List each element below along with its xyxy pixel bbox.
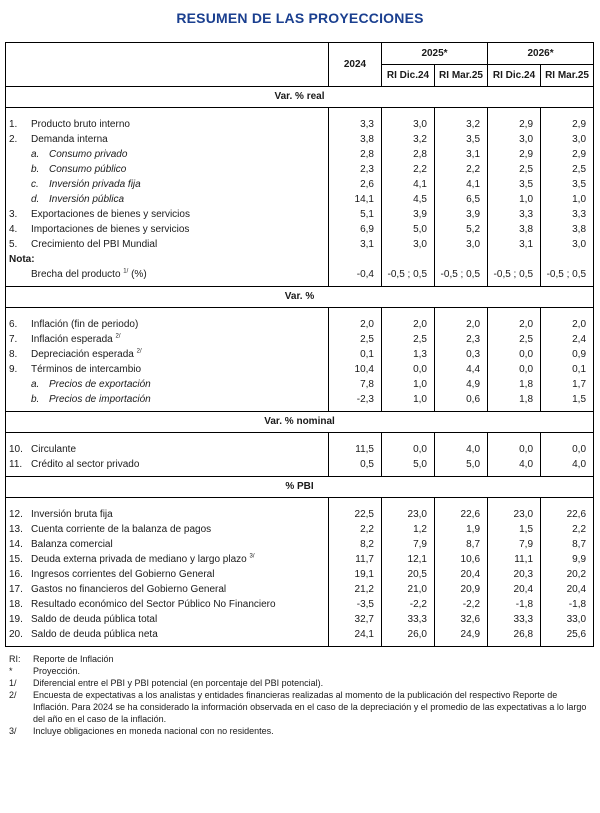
row-number: 1. (9, 119, 18, 130)
value-cell: -2,3 (329, 392, 382, 407)
spacer-row (6, 498, 594, 508)
value-cell: 1,0 (382, 392, 435, 407)
value-cell: 2,0 (488, 317, 541, 332)
value-cell: 0,1 (541, 362, 594, 377)
note-heading: Nota: (9, 254, 35, 265)
footnotes (9, 653, 589, 737)
footnote-text: Diferencial entre el PBI y PBI potencial (en porcentaje del PBI potencial). (33, 678, 324, 688)
row-label: Exportaciones de bienes y servicios (31, 209, 190, 220)
value-cell: 24,9 (435, 627, 488, 642)
row-label: Producto bruto interno (31, 119, 130, 130)
value-cell: 9,9 (541, 552, 594, 567)
value-cell: 2,2 (435, 162, 488, 177)
value-cell: 25,6 (541, 627, 594, 642)
row-label: Inversión bruta fija (31, 509, 113, 520)
row-number: 9. (9, 364, 18, 375)
value-cell: 20,2 (541, 567, 594, 582)
value-cell: 2,2 (329, 522, 382, 537)
value-cell: 3,8 (541, 222, 594, 237)
value-cell: 1,9 (435, 522, 488, 537)
row-label: Demanda interna (31, 134, 108, 145)
value-cell: 2,0 (541, 317, 594, 332)
row-number: 18. (9, 599, 23, 610)
value-cell: 23,0 (488, 507, 541, 522)
row-label: Balanza comercial (31, 539, 113, 550)
row-label: Importaciones de bienes y servicios (31, 224, 190, 235)
value-cell: 1,0 (382, 377, 435, 392)
value-cell: 8,7 (541, 537, 594, 552)
table-row (6, 582, 594, 597)
value-cell: 7,9 (382, 537, 435, 552)
row-label-cell (6, 147, 329, 162)
section-title: Var. % real (6, 87, 594, 108)
table-row (6, 392, 594, 407)
row-label-cell (6, 207, 329, 222)
row-number: 17. (9, 584, 23, 595)
row-label-cell (6, 552, 329, 567)
value-cell: 1,8 (488, 377, 541, 392)
row-label-cell (6, 442, 329, 457)
table-row (6, 132, 594, 147)
value-cell: 2,6 (329, 177, 382, 192)
value-cell: 2,0 (435, 317, 488, 332)
value-cell: 1,3 (382, 347, 435, 362)
value-cell: 20,4 (488, 582, 541, 597)
footnote (9, 725, 589, 737)
footnote-ref: 1/ (123, 268, 129, 275)
table-row (6, 222, 594, 237)
value-cell: 2,9 (488, 117, 541, 132)
value-cell: -2,2 (382, 597, 435, 612)
value-cell: 6,9 (329, 222, 382, 237)
table-row (6, 507, 594, 522)
footnote-text: Proyección. (33, 666, 81, 676)
footnote-key: 3/ (9, 726, 17, 736)
row-label: Resultado económico del Sector Público No Financiero (31, 599, 276, 610)
value-cell: 8,7 (435, 537, 488, 552)
value-cell: 22,6 (435, 507, 488, 522)
value-cell: 0,0 (382, 442, 435, 457)
value-cell: 4,1 (435, 177, 488, 192)
value-cell: 3,5 (435, 132, 488, 147)
value-cell: 3,2 (435, 117, 488, 132)
page-title: RESUMEN DE LAS PROYECCIONES (176, 10, 424, 26)
table-row (6, 162, 594, 177)
row-number: 7. (9, 334, 18, 345)
row-number: 16. (9, 569, 23, 580)
header-2025: 2025* (382, 43, 488, 65)
value-cell: 10,6 (435, 552, 488, 567)
header-2026-dic: RI Dic.24 (488, 65, 541, 87)
value-cell: 2,8 (329, 147, 382, 162)
row-number: 14. (9, 539, 23, 550)
header-2024: 2024 (329, 43, 382, 87)
footnote-key: RI: (9, 654, 21, 664)
value-cell: -0,4 (329, 267, 382, 282)
value-cell: 3,9 (435, 207, 488, 222)
section-header (6, 412, 594, 433)
table-row (6, 552, 594, 567)
value-cell: 0,0 (488, 442, 541, 457)
row-label: Depreciación esperada (31, 349, 134, 360)
row-label-cell (6, 627, 329, 642)
value-cell: 7,8 (329, 377, 382, 392)
value-cell: -0,5 ; 0,5 (382, 267, 435, 282)
value-cell: -3,5 (329, 597, 382, 612)
header-2025-mar: RI Mar.25 (435, 65, 488, 87)
table-row (6, 192, 594, 207)
value-cell: 0,9 (541, 347, 594, 362)
value-cell: 21,0 (382, 582, 435, 597)
row-label-cell (6, 117, 329, 132)
row-label-cell (6, 537, 329, 552)
value-cell: 0,0 (541, 442, 594, 457)
value-cell: 1,7 (541, 377, 594, 392)
value-cell: 3,1 (435, 147, 488, 162)
value-cell: 1,5 (541, 392, 594, 407)
value-cell: 0,0 (488, 347, 541, 362)
table-row (6, 347, 594, 362)
footnote (9, 689, 589, 725)
value-cell: 32,7 (329, 612, 382, 627)
value-cell: 2,5 (329, 332, 382, 347)
value-cell: 11,7 (329, 552, 382, 567)
value-cell: 3,5 (488, 177, 541, 192)
row-label-cell (6, 612, 329, 627)
value-cell: 21,2 (329, 582, 382, 597)
value-cell: 4,4 (435, 362, 488, 377)
footnote-ref: 3/ (249, 553, 255, 560)
row-label-cell (6, 507, 329, 522)
row-number: a. (31, 149, 40, 160)
row-label-cell (6, 132, 329, 147)
row-label: Deuda externa privada de mediano y largo plazo (31, 554, 247, 565)
row-label-cell (6, 237, 329, 252)
value-cell: 2,3 (435, 332, 488, 347)
row-label: Crédito al sector privado (31, 459, 140, 470)
table-row (6, 612, 594, 627)
row-label-cell (6, 317, 329, 332)
row-label: Gastos no financieros del Gobierno General (31, 584, 227, 595)
row-number: 15. (9, 554, 23, 565)
value-cell: 3,8 (488, 222, 541, 237)
table-row (6, 317, 594, 332)
row-number: 13. (9, 524, 23, 535)
note-heading-row (6, 252, 594, 267)
value-cell: 20,4 (541, 582, 594, 597)
value-cell: -0,5 ; 0,5 (435, 267, 488, 282)
value-cell: 3,1 (488, 237, 541, 252)
projections-table (5, 42, 594, 647)
value-cell: 32,6 (435, 612, 488, 627)
value-cell: 1,8 (488, 392, 541, 407)
value-cell: 1,0 (488, 192, 541, 207)
value-cell: 2,0 (329, 317, 382, 332)
value-cell: 2,4 (541, 332, 594, 347)
value-cell: 5,0 (382, 222, 435, 237)
value-cell: 3,0 (488, 132, 541, 147)
value-cell: 3,1 (329, 237, 382, 252)
table-row (6, 377, 594, 392)
value-cell: 19,1 (329, 567, 382, 582)
table-row (6, 457, 594, 472)
row-label: Consumo privado (49, 149, 128, 160)
footnote-key: 2/ (9, 690, 17, 700)
note-row (6, 267, 594, 282)
section-header (6, 287, 594, 308)
value-cell: 1,2 (382, 522, 435, 537)
row-label-cell (6, 392, 329, 407)
value-cell: -0,5 ; 0,5 (488, 267, 541, 282)
value-cell: 26,0 (382, 627, 435, 642)
row-label: Inflación esperada (31, 334, 113, 345)
value-cell: 11,1 (488, 552, 541, 567)
row-label-cell (6, 377, 329, 392)
footnote-key: * (9, 666, 13, 676)
value-cell: 0,5 (329, 457, 382, 472)
footnote (9, 677, 589, 689)
value-cell: 3,0 (541, 132, 594, 147)
value-cell: 5,1 (329, 207, 382, 222)
section-header (6, 477, 594, 498)
value-cell: -2,2 (435, 597, 488, 612)
row-number: c. (31, 179, 39, 190)
table-row (6, 147, 594, 162)
header-2025-dic: RI Dic.24 (382, 65, 435, 87)
value-cell: 12,1 (382, 552, 435, 567)
value-cell: 3,3 (329, 117, 382, 132)
value-cell: 22,6 (541, 507, 594, 522)
value-cell: 4,9 (435, 377, 488, 392)
table-row (6, 362, 594, 377)
row-label: Precios de importación (49, 394, 151, 405)
value-cell: 20,9 (435, 582, 488, 597)
table-row (6, 207, 594, 222)
value-cell: 4,1 (382, 177, 435, 192)
table-row (6, 237, 594, 252)
value-cell: 8,2 (329, 537, 382, 552)
spacer-row (6, 433, 594, 443)
value-cell: 20,3 (488, 567, 541, 582)
value-cell: 2,5 (488, 332, 541, 347)
row-label-cell (6, 457, 329, 472)
spacer-row (6, 642, 594, 647)
spacer-row (6, 108, 594, 118)
section-title: % PBI (6, 477, 594, 498)
section-header (6, 87, 594, 108)
value-cell: 3,0 (541, 237, 594, 252)
header-2026: 2026* (488, 43, 594, 65)
value-cell: 0,3 (435, 347, 488, 362)
row-label-cell (6, 522, 329, 537)
row-label: Circulante (31, 444, 77, 455)
row-label-cell (6, 347, 329, 362)
footnote-key: 1/ (9, 678, 17, 688)
row-number: 19. (9, 614, 23, 625)
value-cell: 2,9 (541, 147, 594, 162)
table-row (6, 597, 594, 612)
row-number: 8. (9, 349, 18, 360)
value-cell: 2,8 (382, 147, 435, 162)
value-cell: 0,0 (488, 362, 541, 377)
row-number: b. (31, 164, 40, 175)
value-cell: 3,0 (382, 117, 435, 132)
row-label-cell (6, 582, 329, 597)
section-title: Var. % nominal (6, 412, 594, 433)
row-number: d. (31, 194, 40, 205)
row-label: Inversión pública (49, 194, 125, 205)
row-number: 5. (9, 239, 18, 250)
value-cell: 0,6 (435, 392, 488, 407)
table-row (6, 332, 594, 347)
table-row (6, 567, 594, 582)
value-cell: 33,3 (382, 612, 435, 627)
row-number: 20. (9, 629, 23, 640)
table-row (6, 537, 594, 552)
value-cell: -1,8 (488, 597, 541, 612)
value-cell: 3,0 (435, 237, 488, 252)
value-cell: 23,0 (382, 507, 435, 522)
value-cell: 3,2 (382, 132, 435, 147)
value-cell: 7,9 (488, 537, 541, 552)
row-number: a. (31, 379, 40, 390)
value-cell: 2,0 (382, 317, 435, 332)
value-cell: 6,5 (435, 192, 488, 207)
value-cell: -1,8 (541, 597, 594, 612)
footnote (9, 653, 589, 665)
note-label: Brecha del producto (31, 269, 121, 280)
spacer-row (6, 308, 594, 318)
table-row (6, 442, 594, 457)
value-cell: 3,9 (382, 207, 435, 222)
value-cell: 0,0 (382, 362, 435, 377)
section-title: Var. % (6, 287, 594, 308)
row-label: Consumo público (49, 164, 127, 175)
row-number: 10. (9, 444, 23, 455)
header-label-cell (6, 43, 329, 87)
row-label-cell (6, 162, 329, 177)
row-label: Términos de intercambio (31, 364, 142, 375)
row-label: Saldo de deuda pública total (31, 614, 158, 625)
footnote-text: Reporte de Inflación (33, 654, 114, 664)
footnote (9, 665, 589, 677)
note-unit: (%) (131, 269, 147, 280)
value-cell: 10,4 (329, 362, 382, 377)
value-cell: 3,5 (541, 177, 594, 192)
value-cell: 24,1 (329, 627, 382, 642)
value-cell: 11,5 (329, 442, 382, 457)
table-row (6, 522, 594, 537)
row-label: Crecimiento del PBI Mundial (31, 239, 158, 250)
value-cell: 5,0 (435, 457, 488, 472)
value-cell: 2,2 (541, 522, 594, 537)
row-label-cell (6, 177, 329, 192)
row-label: Precios de exportación (49, 379, 151, 390)
value-cell: 2,9 (488, 147, 541, 162)
value-cell: 1,0 (541, 192, 594, 207)
row-number: 2. (9, 134, 18, 145)
value-cell: 4,0 (435, 442, 488, 457)
row-number: 3. (9, 209, 18, 220)
value-cell: 33,0 (541, 612, 594, 627)
row-number: 6. (9, 319, 18, 330)
table-row (6, 177, 594, 192)
header-2026-mar: RI Mar.25 (541, 65, 594, 87)
row-label-cell (6, 222, 329, 237)
value-cell: 14,1 (329, 192, 382, 207)
value-cell: 2,9 (541, 117, 594, 132)
value-cell: 3,8 (329, 132, 382, 147)
row-label: Saldo de deuda pública neta (31, 629, 158, 640)
value-cell: 2,5 (541, 162, 594, 177)
row-label-cell (6, 192, 329, 207)
footnote-text: Encuesta de expectativas a los analistas y entidades financieras realizadas al momento de la publicación del respectivo Reporte de Inflación. Para 2024 se ha considerado la información observada en el caso de la depreciación y el promedio de las expectativas a lo largo del año en el caso de la inflación. (33, 690, 587, 724)
row-label: Ingresos corrientes del Gobierno General (31, 569, 215, 580)
value-cell: 3,0 (382, 237, 435, 252)
value-cell: 20,4 (435, 567, 488, 582)
value-cell: 3,3 (488, 207, 541, 222)
row-number: 11. (9, 459, 23, 470)
value-cell: 2,5 (488, 162, 541, 177)
row-label: Inversión privada fija (49, 179, 141, 190)
value-cell: 4,0 (541, 457, 594, 472)
row-number: 4. (9, 224, 18, 235)
value-cell: 1,5 (488, 522, 541, 537)
value-cell: 5,0 (382, 457, 435, 472)
footnote-text: Incluye obligaciones en moneda nacional con no residentes. (33, 726, 274, 736)
value-cell: 2,3 (329, 162, 382, 177)
value-cell: -0,5 ; 0,5 (541, 267, 594, 282)
value-cell: 2,5 (382, 332, 435, 347)
row-number: b. (31, 394, 40, 405)
row-label-cell (6, 362, 329, 377)
table-row (6, 117, 594, 132)
value-cell: 2,2 (382, 162, 435, 177)
row-label: Inflación (fin de periodo) (31, 319, 139, 330)
row-label-cell (6, 567, 329, 582)
value-cell: 5,2 (435, 222, 488, 237)
value-cell: 26,8 (488, 627, 541, 642)
value-cell: 0,1 (329, 347, 382, 362)
footnote-ref: 2/ (136, 348, 142, 355)
row-label: Cuenta corriente de la balanza de pagos (31, 524, 212, 535)
value-cell: 22,5 (329, 507, 382, 522)
value-cell: 20,5 (382, 567, 435, 582)
header-row-groups (6, 43, 594, 65)
row-number: 12. (9, 509, 23, 520)
row-label-cell (6, 597, 329, 612)
value-cell: 4,5 (382, 192, 435, 207)
table-row (6, 627, 594, 642)
footnote-ref: 2/ (115, 333, 121, 340)
value-cell: 33,3 (488, 612, 541, 627)
value-cell: 3,3 (541, 207, 594, 222)
row-label-cell (6, 332, 329, 347)
value-cell: 4,0 (488, 457, 541, 472)
